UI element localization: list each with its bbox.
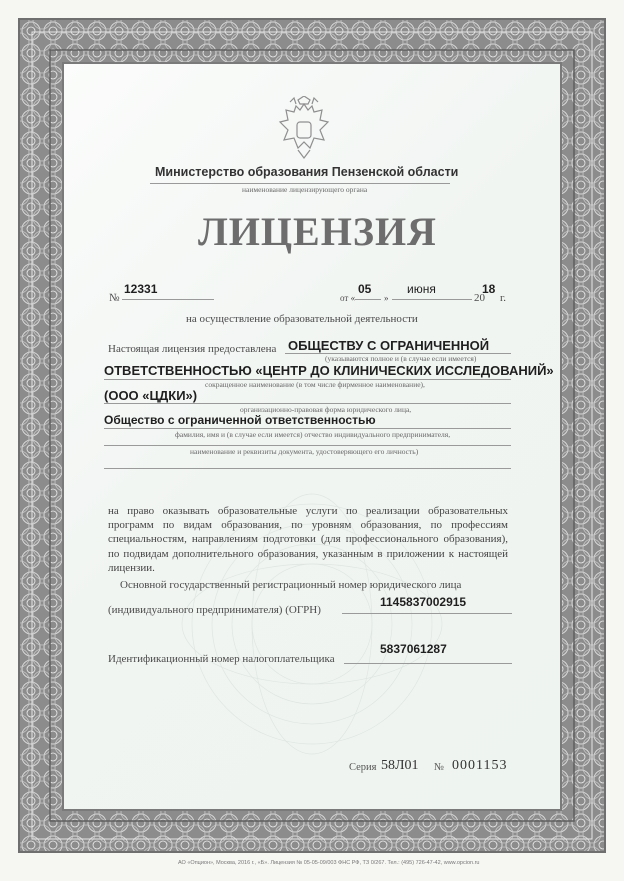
- caption-full-name: (указываются полное и (в случае если имеется): [325, 354, 477, 363]
- coat-of-arms-emblem: [276, 96, 332, 160]
- ogrn-label-line2: (индивидуального предпринимателя) (ОГРН): [108, 604, 321, 616]
- issuer-name: Министерство образования Пензенской области: [155, 165, 459, 179]
- date-close-quote: »: [384, 293, 389, 303]
- date-open-quote: от «: [340, 293, 356, 303]
- holder-legal-form: Общество с ограниченной ответственностью: [104, 413, 376, 427]
- series-label: Серия: [349, 762, 377, 773]
- inn-label: Идентификационный номер налогоплательщика: [108, 653, 335, 665]
- caption-short-name: сокращенное наименование (в том числе фирменное наименование),: [205, 380, 425, 389]
- serial-number-sign: №: [434, 762, 445, 773]
- ogrn-label-line1: Основной государственный регистрационный номер юридического лица: [120, 579, 462, 591]
- issuer-caption: наименование лицензирующего органа: [242, 185, 368, 194]
- date-suffix: г.: [500, 292, 507, 304]
- date-day: 05: [358, 282, 372, 296]
- inn-value: 5837061287: [380, 642, 447, 656]
- activity-text: на осуществление образовательной деятельности: [186, 313, 418, 325]
- printer-footer: АО «Опцион», Москва, 2016 г., «Б». Лицензия № 05-05-09/003 ФНС РФ, ТЗ 0/267. Тел.: (495) 726-47-42, www.opcion.ru: [178, 860, 480, 866]
- caption-entrepreneur: фамилия, имя и (в случае если имеется) отчество индивидуального предпринимателя,: [175, 430, 451, 439]
- license-number: 12331: [124, 282, 158, 296]
- caption-identity-document: наименование и реквизиты документа, удостоверяющего его личность): [190, 447, 419, 456]
- holder-name-line3: (ООО «ЦДКИ»): [104, 388, 198, 403]
- holder-name-line1: ОБЩЕСТВУ С ОГРАНИЧЕННОЙ: [288, 338, 490, 353]
- date-year-prefix: 20: [474, 292, 485, 304]
- rights-paragraph: на право оказывать образовательные услуги по реализации образовательных программ по видам образования, по уровням образования, по профессиям специальностям, направлениям подготовки (для профессионального образования), по подвидам дополнительного образования, указанным в приложении к настоящей лицензии.: [108, 505, 508, 574]
- date-year: 18: [482, 282, 496, 296]
- granted-label: Настоящая лицензия предоставлена: [108, 343, 277, 355]
- holder-name-line2: ОТВЕТСТВЕННОСТЬЮ «ЦЕНТР ДО КЛИНИЧЕСКИХ ИССЛЕДОВАНИЙ»: [104, 363, 554, 378]
- date-month: июня: [407, 282, 436, 296]
- caption-legal-form: организационно-правовая форма юридического лица,: [240, 405, 412, 414]
- series-value: 58Л01: [381, 758, 419, 773]
- serial-number: 0001153: [452, 758, 508, 773]
- ogrn-value: 1145837002915: [380, 595, 467, 609]
- document-title: ЛИЦЕНЗИЯ: [198, 209, 437, 254]
- number-sign: №: [109, 292, 120, 304]
